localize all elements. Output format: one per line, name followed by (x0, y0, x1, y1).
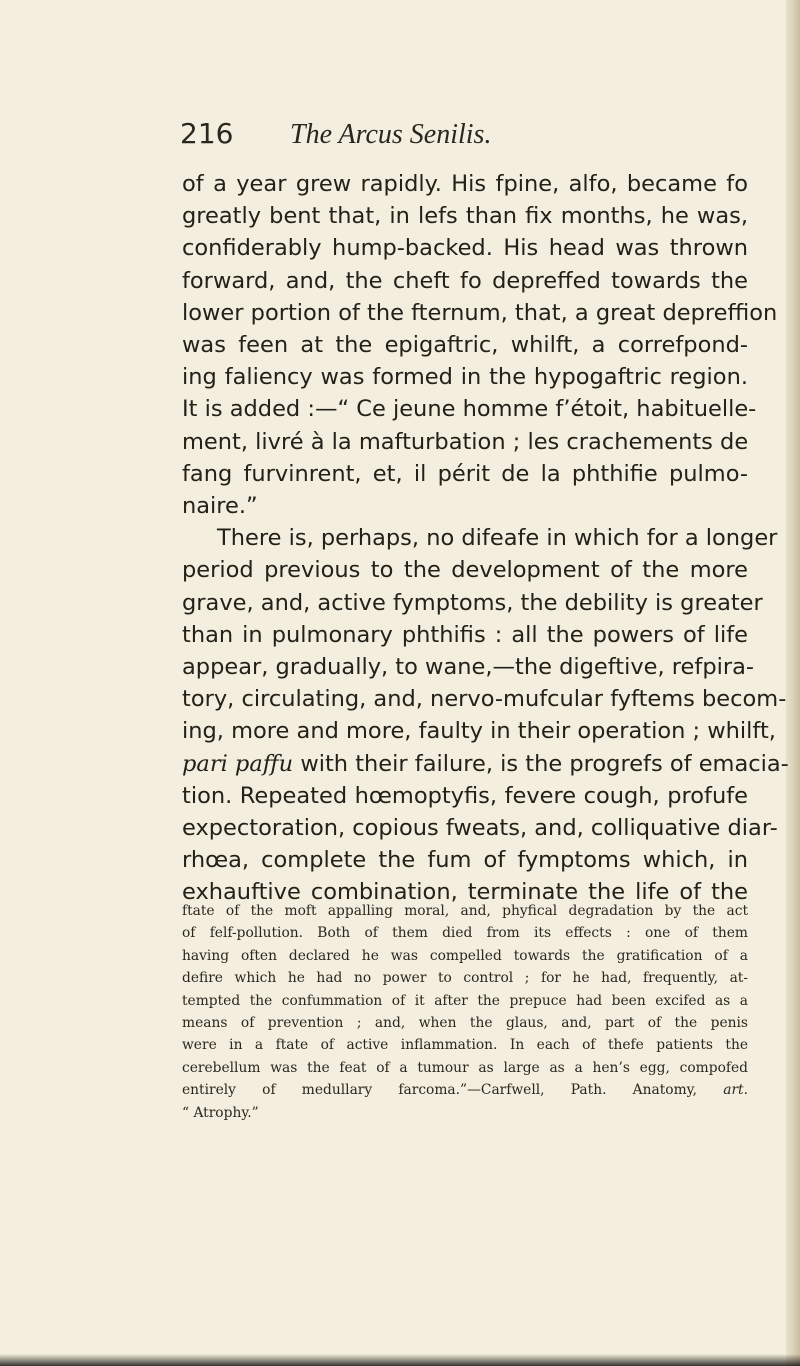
footnote-line: cerebellum was the feat of a tumour as large as a hen’s egg, compofed (182, 1059, 748, 1076)
text-line: period previous to the development of the more (182, 557, 748, 584)
line-remainder: with their failure, is the progrefs of emacia- (300, 750, 789, 777)
text-line: confiderably hump-backed. His head was thrown (182, 235, 748, 262)
text-line: than in pulmonary phthifis : all the powers of life (182, 621, 748, 648)
footnote-line: defire which he had no power to control ; for he had, frequently, at- (182, 970, 748, 987)
text-line: of a year grew rapidly. His fpine, alfo, became fo (182, 171, 748, 197)
text-line: exhauftive combination, terminate the life of the (182, 879, 748, 906)
footnote-line: tempted the confummation of it after the prepuce had been excifed as a (182, 992, 748, 1009)
text-line: was feen at the epigaftric, whilft, a correfpond- (182, 332, 748, 359)
footnote-line-with-italic (182, 1079, 748, 1101)
text-line: greatly bent that, in lefs than fix months, he was, (182, 203, 748, 230)
text-line: appear, gradually, to wane,—the digeftive, refpira- (182, 654, 755, 681)
text-line: naire.” (182, 493, 258, 520)
text-line: tory, circulating, and, nervo-mufcular fyftems becom- (182, 686, 787, 713)
footnote-line: “ Atrophy.” (182, 1104, 259, 1121)
text-line-with-italic (182, 748, 789, 780)
text-line: ing faliency was formed in the hypogaftric region. (182, 364, 748, 391)
text-line: forward, and, the cheft fo depreffed towards the (182, 267, 748, 294)
scan-shadow (0, 1354, 800, 1366)
text-line: expectoration, copious fweats, and, colliquative diar- (182, 815, 778, 842)
text-line: ing, more and more, faulty in their operation ; whilft, (182, 718, 776, 745)
text-line: It is added :—“ Ce jeune homme f’étoit, habituelle- (182, 396, 757, 423)
italic-word: art. (723, 1082, 748, 1099)
footnote-line: means of prevention ; and, when the glaus, and, part of the penis (182, 1015, 748, 1032)
page-number: 216 (180, 117, 234, 150)
body-text (182, 168, 789, 909)
footnote (182, 900, 748, 1124)
running-title: The Arcus Senilis. (290, 119, 492, 150)
text-line: grave, and, active fymptoms, the debility is greater (182, 589, 763, 616)
page-header (180, 117, 700, 157)
line-start: entirely of medullary farcoma.”—Carfwell, Path. Anatomy, (182, 1082, 698, 1099)
text-line: tion. Repeated hœmoptyfis, fevere cough, profufe (182, 782, 748, 809)
italic-phrase: pari paffu (182, 750, 294, 777)
footnote-line: were in a ftate of active inflammation. In each of thefe patients the (182, 1037, 748, 1054)
text-line: fang furvinrent, et, il périt de la phthifie pulmo- (182, 460, 748, 487)
footnote-line: having often declared he was compelled towards the gratification of a (182, 947, 748, 964)
paragraph-start-line: There is, perhaps, no difeafe in which for a longer (217, 525, 778, 552)
footnote-line: ftate of the moft appalling moral, and, phyfical degradation by the act (182, 903, 748, 919)
text-line: rhœa, complete the fum of fymptoms which, in (182, 847, 748, 874)
text-line: lower portion of the fternum, that, a great depreffion (182, 299, 778, 326)
text-line: ment, livré à la mafturbation ; les crachements de (182, 428, 749, 455)
page-edge (786, 0, 800, 1366)
footnote-line: of felf-pollution. Both of them died from its effects : one of them (182, 925, 748, 942)
